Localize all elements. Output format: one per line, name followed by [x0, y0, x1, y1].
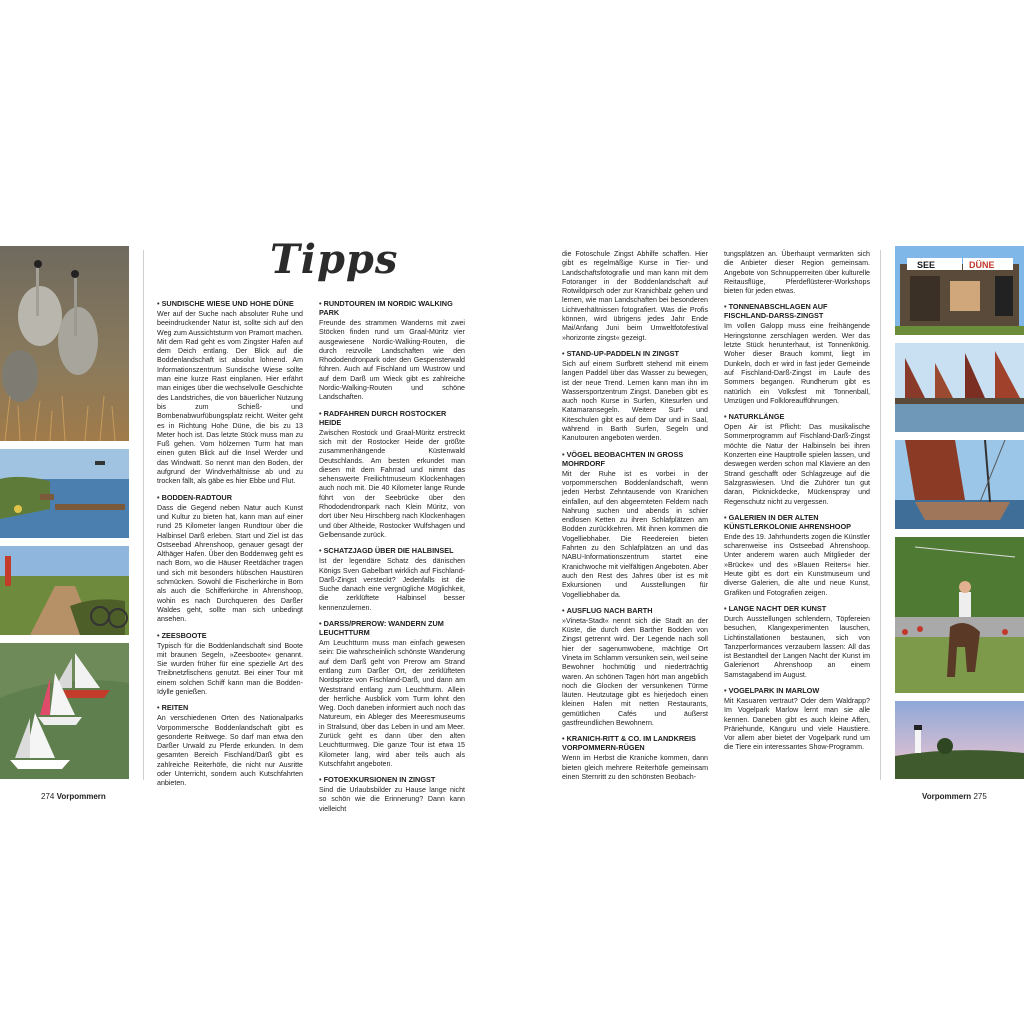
footer-region-right: Vorpommern — [922, 792, 972, 801]
section-text: Am Leuchtturm muss man einfach gewesen sein: Die wahrscheinlich schönste Wanderung auf dem Darß geht von Prerow am Strand entlang zum Darßer Ort, der zerklüfteten Nordspitze von Fischland-Darß, und dann am Weststrand entlang zum Leuchtturm. Allein der herrliche Ausblick vom Turm lohnt den Weg. Doch daneben informiert auch noch das Natureum, ein Ableger des Meeresmuseums in Stralsund, über das Leben in und am Meer. Zurück geht es dann über den alten Leuchtturmweg. Die ganze Tour ist etwa 15 Kilometer lang, wird aber teils auch als Kutschfahrt angeboten. — [319, 639, 465, 768]
footer-right — [922, 792, 987, 801]
photo-zeesboote — [0, 643, 129, 779]
page-heading-tipps: Tipps — [270, 236, 399, 283]
section-title: • FOTOEXKURSIONEN IN ZINGST — [319, 775, 436, 785]
bullet-icon: • — [319, 408, 322, 418]
section-title: • AUSFLUG NACH BARTH — [562, 605, 653, 615]
section-title: • SUNDISCHE WIESE UND HOHE DÜNE — [157, 299, 294, 308]
section-title: • NATURKLÄNGE — [724, 412, 785, 422]
bullet-icon: • — [562, 449, 565, 459]
photo-bodden-jetty — [0, 449, 129, 538]
text-column-2 — [319, 296, 465, 820]
section-title: • STAND-UP-PADDELN IN ZINGST — [562, 348, 679, 358]
bullet-icon: • — [562, 734, 565, 744]
column-rule-left — [143, 250, 144, 780]
section-text: Open Air ist Pflicht: Das musikalische Sommerprogramm auf Fischland-Darß-Zingst möchte die Natur der Halbinseln bei ihren Konzerten eine Hauptrolle spielen lassen, und deswegen werden schon mal Klaviere an den Strand geschafft oder Schlagzeuge auf die Salzgraswiesen. Und die Zuhörer tun gut daran, Picknickdecke, Mückenspray und Regenschutz nicht zu vergessen. — [724, 423, 870, 506]
section-text: Sich auf einem Surfbrett stehend mit einem langen Paddel über das Wasser zu bewegen, ist der neue Trend. Lernen kann man ihn im Wassersportzentrum Zingst. Daneben gibt es auch noch Kurse in Surfen, Kitesurfen und Katamaransegeln. Weitere Surf- und Kiteschulen gibt es auf dem Dar und in Saal, während in Barth Surfen, Segeln und Kanutouren angeboten werden. — [562, 359, 708, 443]
section-title: • SCHATZJAGD ÜBER DIE HALBINSEL — [319, 546, 454, 556]
bullet-icon: • — [724, 512, 727, 522]
bullet-icon: • — [724, 685, 727, 695]
page-number-right: 275 — [973, 792, 987, 801]
section-text: Sind die Urlaubsbilder zu Hause lange nicht so schön wie die Erinnerung? Dann kann vielleicht — [319, 786, 465, 813]
bullet-icon: • — [319, 775, 322, 785]
section-text: An verschiedenen Orten des Nationalparks Vorpommersche Boddenlandschaft gibt es gesonderte Reitwege. So darf man etwa den Darßer Urwald zu Pferde erkunden. In dem gesamten Bereich Fischland/Darß gibt es zahlreiche Reiterhöfe, die nicht nur Ausritte oder Unterricht, sondern auch Kutschfahrten anbieten. — [157, 714, 303, 788]
footer-left — [41, 792, 106, 801]
section-title: • ZEESBOOTE — [157, 630, 207, 640]
bullet-icon: • — [724, 603, 727, 613]
bullet-icon: • — [724, 412, 727, 422]
section-text: Wer auf der Suche nach absoluter Ruhe und beeindruckender Natur ist, sollte sich auf den Weg zum Aussichtsturm von Pramort machen. Mit dem Rad geht es vom Zingster Hafen auf dem Deich entlang. Der Blick auf die Boddenlandschaft ist absolut lohnend. Am Informationszentrum Sundische Wiese sollte man eine kurze Rast einplanen. Hier erfährt man einiges über die wechselvolle Geschichte des Landstriches, die von bäuerlicher Nutzung bis zum Schieß- und Bombenabwurfübungsplatz reicht. Weiter geht es in Richtung Hohe Düne, die bis zu 13 Meter hoch ist. Das letzte Stück muss man zu Fuß gehen. Vom hölzernen Turm hat man einen guten Blick auf die Insel Werder und das Windwatt. So nennt man den Boden, der aufgrund der Windverhältnisse ab und zu trocken fällt, als gäbe es hier Ebbe und Flut. — [157, 310, 303, 486]
section-text: Mit der Ruhe ist es vorbei in der vorpommerschen Boddenlandschaft, wenn jeden Herbst Zehntausende von Kranichen einfallen, auf den abgeernteten Feldern nach Nahrung suchen und abends in schier endlosen Ketten zu ihren Schlafplätzen am Bodden zurückkehren. Mit ihnen kommen die Vogelliebhaber. Die Reedereien bieten Fahrten zu den Schlafplätzen an und das NABU-Informationszentrum startet eine Kranichwoche mit vielfältigen Angeboten. Aber auch den Rest des Jahres über ist es mit Exkursionen und Ausstellungen für Vogelliebhaber da. — [562, 469, 708, 599]
section-text: die Fotoschule Zingst Abhilfe schaffen. Hier gibt es regelmäßige Kurse in Tier- und Landschaftsfotografie und man kann mit dem Fotoranger in der Boddenlandschaft auf Rotwildpirsch oder zur Kranichbalz gehen und lernen, wie man Landschaften bei besonderen Lichtverhältnissen fotografiert. Was die Profis können, wird übrigens jedes Jahr Ende Mai/Anfang Juni beim Umweltfotofestival »horizonte zingst« gezeigt. — [562, 250, 708, 342]
section-text: Ende des 19. Jahrhunderts zogen die Künstler scharenweise ins Ostseebad Ahrenshoop. Unter anderem waren auch Mitglieder der »Brücke« und des »Blauen Reiters« hier. Heute gibt es dort ein Kunstmuseum und diverse Galerien, die alte und neue Kunst, Grafiken und Fotografien zeigen. — [724, 532, 870, 597]
bullet-icon: • — [319, 619, 322, 629]
section-title: • DARSS/PREROW: WANDERN ZUM LEUCHTTURM — [319, 619, 444, 638]
section-title: • GALERIEN IN DER ALTEN KÜNSTLERKOLONIE AHRENSHOOP — [724, 512, 852, 531]
section-title: • VOGELPARK IN MARLOW — [724, 685, 820, 695]
section-title: • REITEN — [157, 703, 189, 713]
section-title: • LANGE NACHT DER KUNST — [724, 603, 827, 613]
section-text: »Vineta-Stadt« nennt sich die Stadt an der Küste, die durch den Barther Bodden von Zingst getrennt wird. Der Legende nach soll hier der sagenumwobene, mächtige Ort Vineta im Schlamm versunken sein, weil seine Bewohner hochmütig und niederträchtig waren. An schönen Tagen hört man angeblich noch die Glocken der versunkenen Türme läuten. Heutzutage gibt es hierjedoch einen kleinen Hafen mit netten Restaurants, gemütlichen Cafés und äußerst gastfreundlichen Bewohnern. — [562, 616, 708, 728]
bullet-icon: • — [319, 299, 322, 308]
photo-see-duene-kiosk — [895, 246, 1024, 335]
photo-sailing-rigging — [895, 440, 1024, 529]
section-title: • RADFAHREN DURCH ROSTOCKER HEIDE — [319, 408, 447, 427]
bullet-icon: • — [319, 546, 322, 556]
bullet-icon: • — [157, 492, 160, 502]
bullet-icon: • — [724, 302, 727, 312]
section-text: Mit Kasuaren vertraut? Oder dem Waldrapp? Im Vogelpark Marlow lernt man sie alle kennen. Daneben gibt es auch kleine Affen, Präriehunde, Känguru und viele Haustiere. Vor allem aber bietet der Vogelpark rund um die Tiere ein interessantes Show-Programm. — [724, 696, 870, 752]
section-text: Durch Ausstellungen schlendern, Töpfereien besuchen, Klangexperimenten lauschen, Lichtinstallationen bestaunen, sich von Tanzperformances verzaubern lassen: All das ist Bestandteil der Langen Nacht der Kunst im Galerienort Ahrenshoop an einem Samstagabend im August. — [724, 614, 870, 679]
section-text: Ist der legendäre Schatz des dänischen Königs Sven Gabelbart wirklich auf Fischland-Darß-Zingst versteckt? Jedenfalls ist die Suche danach eine vergnügliche Möglichkeit, die zerklüftete Halbinsel besser kennenzulernen. — [319, 557, 465, 612]
text-column-1 — [157, 296, 303, 795]
photo-cranes — [0, 246, 129, 441]
bullet-icon: • — [157, 630, 160, 640]
section-text: Zwischen Rostock und Graal-Müritz erstreckt sich mit der Rostocker Heide der größte zusammenhängende Küstenwald Deutschlands. Am besten erkundet man diesen mit dem Fahrrad und nimmt das sehenswerte Freilichtmuseum Klockenhagen auch noch mit. Die 40 Kilometer lange Runde führt von der Seebrücke über den Rhododendronpark nach Klein Müritz, von dort über Neu Hirschberg nach Klockenhagen und über Altheide, Rostocker Wulfshagen und Gelbensande zurück. — [319, 428, 465, 539]
section-title: • KRANICH-RITT & CO. IM LANDKREIS VORPOMMERN-RÜGEN — [562, 734, 696, 753]
section-text: Wenn im Herbst die Kraniche kommen, dann bieten gleich mehrere Reiterhöfe gemeinsam einen Sternritt zu den schönsten Beobach- — [562, 754, 708, 781]
section-text: Freunde des strammen Wanderns mit zwei Stöcken finden rund um Graal-Müritz vier ausgewiesene Nordic-Walking-Routen, die durch reizvolle Landschaften wie den Rhododendronpark oder den Gespensterwald führen. Auch auf Fischland um Wustrow und auf dem Darß um Wieck gibt es zahlreiche Nordic-Walking-Routen und schöne Landschaften. — [319, 319, 465, 402]
bullet-icon: • — [157, 299, 160, 308]
section-text: Dass die Gegend neben Natur auch Kunst und Kultur zu bieten hat, kann man auf einer rund 25 Kilometer langen Rundtour über die Halbinsel Darß erleben. Start und Ziel ist das Ostseebad Ahrenshoop, genauer gesagt der Althäger Hafen. Über den Boddenweg geht es nach Born, wo die Häuser Reetdächer tragen und sich mit besonders hübschen Haustüren schmücken. Sowohl die Fischerkirche in Born als auch die Schifferkirche in Ahrenshoop, wohin es nach Durchqueren des Darßer Waldes geht, sollte man sich unbedingt ansehen. — [157, 503, 303, 624]
text-column-3 — [562, 250, 708, 788]
bullet-icon: • — [562, 348, 565, 358]
photo-lighthouse-path — [0, 546, 129, 635]
bullet-icon: • — [562, 605, 565, 615]
bullet-icon: • — [157, 703, 160, 713]
section-title: • VÖGEL BEOBACHTEN IN GROSS MOHRDORF — [562, 449, 684, 468]
section-title: • TONNENABSCHLAGEN AUF FISCHLAND-DARSS-ZINGST — [724, 302, 828, 321]
section-text: Im vollen Galopp muss eine freihängende Heringstonne zerschlagen werden. Wer das letzte Stück herunterhaut, ist Tonnenkönig. Woher dieser Brauch kommt, liegt im Dunkeln, doch er wird in fast jeder Gemeinde auf Fischland-Darß-Zingst im Laufe des Sommers begangen. Rundherum gibt es natürlich ein Volksfest mit Tonnenball, Umzügen und Folkloreaufführungen. — [724, 322, 870, 405]
sign-duene: DÜNE — [969, 260, 995, 270]
section-title: • BODDEN-RADTOUR — [157, 492, 232, 502]
page-number-left: 274 — [41, 792, 55, 801]
section-title: • RUNDTOUREN IM NORDIC WALKING PARK — [319, 299, 453, 317]
photo-harbour-sails — [895, 343, 1024, 432]
photo-lighthouse-dusk — [895, 701, 1024, 779]
column-rule-right — [880, 250, 881, 780]
sign-see: SEE — [917, 260, 936, 270]
footer-region-left: Vorpommern — [56, 792, 106, 801]
photo-tonnenabschlagen-rider — [895, 537, 1024, 693]
section-text: tungsplätzen an. Überhaupt vermarkten sich die Anbieter dieser Region gemeinsam. Angebote von Schnupperreiten über kulturelle Reitausflüge, Pferdeflüsterer-Workshops bieten für jeden etwas. — [724, 250, 870, 296]
section-text: Typisch für die Boddenlandschaft sind Boote mit braunen Segeln, »Zeesboote« genannt. Sie wurden früher für eine spezielle Art des Treibnetzfischens genutzt. Bei einer Tour mit einem solchen Schiff kann man die Bodden-Idylle genießen. — [157, 641, 303, 696]
text-column-4 — [724, 250, 870, 759]
